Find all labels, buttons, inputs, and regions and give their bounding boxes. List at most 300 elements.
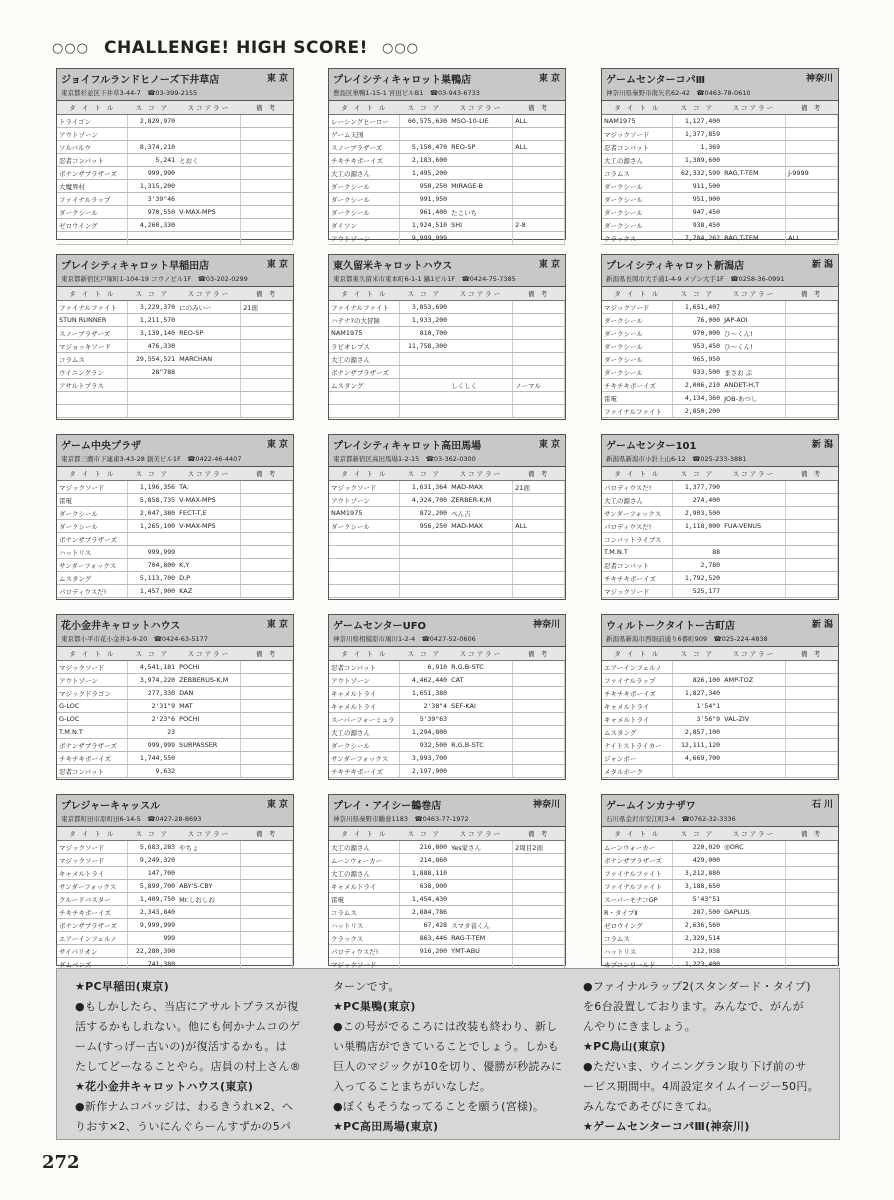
table-cell (177, 219, 241, 232)
table-row (602, 700, 838, 713)
table-cell (400, 353, 449, 366)
news-heading: ★花小金井キャロットハウス(東京) (75, 1080, 254, 1093)
table-cell (722, 765, 786, 778)
table-row (329, 167, 565, 180)
column-header: 備 考 (241, 101, 293, 115)
table-header-row (602, 101, 838, 115)
table-cell (177, 546, 241, 559)
table-cell (513, 661, 565, 674)
table-cell: ハットリス (602, 945, 673, 958)
table-cell (722, 193, 786, 206)
table-cell (513, 154, 565, 167)
column-header: 備 考 (786, 827, 838, 841)
table-row (602, 893, 838, 906)
table-cell: チキチキボーイズ (602, 572, 673, 585)
table-row (602, 687, 838, 700)
table-row (602, 585, 838, 598)
table-cell: 1,211,570 (128, 314, 177, 327)
table-cell (400, 379, 449, 392)
table-cell (449, 867, 513, 880)
table-cell: 2,884,786 (400, 906, 449, 919)
table-cell: 2,183,600 (400, 154, 449, 167)
table-row (602, 854, 838, 867)
table-row (57, 919, 293, 932)
table-cell (513, 206, 565, 219)
table-cell (241, 880, 293, 893)
table-cell (786, 726, 838, 739)
table-cell: ソルバルウ (57, 141, 128, 154)
table-cell (722, 128, 786, 141)
table-row (57, 752, 293, 765)
table-row (329, 739, 565, 752)
column-header: スコアラー (177, 287, 241, 301)
table-cell: 2,829,970 (128, 115, 177, 128)
table-cell (449, 353, 513, 366)
table-cell: キャメルトライ (329, 700, 400, 713)
table-cell: ダークシール (329, 206, 400, 219)
table-cell (449, 392, 513, 405)
news-line: たしてどーなることやら。店員の村上さん® (75, 1060, 301, 1073)
table-cell: ハテナ?の大冒険 (329, 314, 400, 327)
table-cell (400, 572, 449, 585)
table-row (57, 546, 293, 559)
column-header: タ イ ト ル (329, 647, 400, 661)
table-cell: 1,196,356 (128, 481, 177, 494)
table-cell: 5,150,470 (400, 141, 449, 154)
prefecture-label: 新 潟 (811, 440, 833, 450)
table-cell: MSO-10-LIE (449, 115, 513, 128)
table-cell: ファイナルファイト (602, 867, 673, 880)
table-cell: 1'54"1 (673, 700, 722, 713)
table-cell: 953,450 (673, 340, 722, 353)
column-header: 備 考 (241, 827, 293, 841)
table-cell: 1,792,520 (673, 572, 722, 585)
table-row (602, 674, 838, 687)
table-cell: ハットリス (57, 546, 128, 559)
table-cell (786, 314, 838, 327)
table-cell (513, 893, 565, 906)
arcade-name: プレイシティキャロット早稲田店 (61, 261, 210, 272)
arcade-name: ゲームセンターコパⅢ (606, 75, 706, 86)
table-cell: たこいち (449, 206, 513, 219)
table-cell: クラックス (329, 932, 400, 945)
table-cell: 863,446 (400, 932, 449, 945)
score-table (602, 827, 838, 971)
table-cell: VAL-ZIV (722, 713, 786, 726)
news-heading: ★PC巣鴨(東京) (333, 1000, 416, 1013)
table-cell (400, 405, 449, 418)
table-cell (786, 546, 838, 559)
column-header: スコアラー (722, 287, 786, 301)
table-cell (786, 752, 838, 765)
table-cell: 1,377,859 (673, 128, 722, 141)
table-row (329, 193, 565, 206)
table-cell (241, 867, 293, 880)
table-cell (786, 353, 838, 366)
table-cell: ダークシール (602, 353, 673, 366)
table-cell: MARCHAN (177, 353, 241, 366)
table-cell: チキチキボーイズ (602, 687, 673, 700)
table-cell: 1,377,790 (673, 481, 722, 494)
table-cell: 214,860 (400, 854, 449, 867)
score-panel (328, 614, 566, 780)
table-cell (786, 366, 838, 379)
table-row (602, 841, 838, 854)
table-cell: やちょ (177, 841, 241, 854)
news-line: んやりにきましょう。 (583, 1020, 696, 1033)
table-row (329, 366, 565, 379)
table-row (329, 340, 565, 353)
table-cell (128, 128, 177, 141)
table-cell (241, 141, 293, 154)
table-row (602, 507, 838, 520)
table-cell (241, 507, 293, 520)
news-column-3 (583, 977, 833, 1137)
table-cell: 3,993,700 (400, 752, 449, 765)
table-row (57, 301, 293, 314)
table-row (57, 494, 293, 507)
column-header: タ イ ト ル (602, 647, 673, 661)
table-cell: ファイナルファイト (329, 301, 400, 314)
table-cell: ナイトストライカー (602, 739, 673, 752)
news-line: を6台設置しております。みんなで、がんが (583, 1000, 804, 1013)
table-cell: 2,850,200 (673, 405, 722, 418)
table-cell (449, 366, 513, 379)
arcade-address: 東京都東久留米市東本町6-1-1 鍋1ビル1F ☎0424-75-7385 (333, 275, 516, 283)
table-row (602, 494, 838, 507)
table-cell: 4,260,330 (128, 219, 177, 232)
table-row (329, 353, 565, 366)
table-cell (513, 687, 565, 700)
table-cell: ダムベンズ (57, 958, 128, 971)
table-cell: 916,200 (400, 945, 449, 958)
table-cell: 1,127,400 (673, 115, 722, 128)
table-cell: Mr.しおしお (177, 893, 241, 906)
table-cell: 212,938 (673, 945, 722, 958)
table-cell: ファイナルラップ (57, 193, 128, 206)
table-row (329, 533, 565, 546)
table-cell: パロディウスだ! (57, 585, 128, 598)
table-cell: マジックソード (57, 841, 128, 854)
column-header: 備 考 (241, 287, 293, 301)
table-header-row (57, 467, 293, 481)
table-row (329, 893, 565, 906)
table-cell (241, 405, 293, 418)
column-header: 備 考 (786, 647, 838, 661)
table-cell: クラックス (602, 232, 673, 245)
table-row (57, 854, 293, 867)
table-cell: SEF-KAI (449, 700, 513, 713)
table-cell (722, 880, 786, 893)
table-cell: ダイソン (329, 219, 400, 232)
table-cell: 雷電 (602, 392, 673, 405)
column-header: ス コ ア (128, 101, 177, 115)
table-cell: FECT-T,E (177, 507, 241, 520)
table-cell: アウトゾーン (329, 674, 400, 687)
table-cell: 999,990 (128, 167, 177, 180)
table-cell (786, 193, 838, 206)
table-row (602, 405, 838, 418)
table-cell: ボナンザブラザーズ (57, 533, 128, 546)
table-cell (241, 726, 293, 739)
table-cell (673, 765, 722, 778)
table-row (329, 115, 565, 128)
table-cell (241, 481, 293, 494)
table-cell: スーパーフォーミュラ (329, 713, 400, 726)
table-row (602, 726, 838, 739)
table-cell: サンダーフォックス (329, 752, 400, 765)
table-cell: STUN RUNNER (57, 314, 128, 327)
news-heading: ★PC高田馬場(東京) (333, 1120, 439, 1133)
table-cell: 大工の源さん (329, 353, 400, 366)
score-panel (328, 254, 566, 420)
table-cell: SHI (449, 219, 513, 232)
column-header: タ イ ト ル (329, 101, 400, 115)
table-row (329, 559, 565, 572)
table-cell: ムスタング (602, 726, 673, 739)
table-cell (786, 765, 838, 778)
table-cell: 12,111,120 (673, 739, 722, 752)
table-cell: マジックソード (57, 481, 128, 494)
table-cell: マジックソード (602, 128, 673, 141)
column-header: ス コ ア (673, 467, 722, 481)
table-cell: 872,200 (400, 507, 449, 520)
table-cell: チキチキボーイズ (329, 154, 400, 167)
column-header: 備 考 (513, 647, 565, 661)
table-cell (449, 687, 513, 700)
arcade-address: 東京都三鷹市下連雀3-43-28 創美ビル1F ☎0422-46-4407 (61, 455, 242, 463)
table-row (57, 115, 293, 128)
column-header: ス コ ア (673, 647, 722, 661)
table-cell (722, 141, 786, 154)
table-cell (786, 379, 838, 392)
column-header: タ イ ト ル (57, 467, 128, 481)
table-row (602, 945, 838, 958)
table-cell (449, 854, 513, 867)
table-cell (722, 726, 786, 739)
table-cell: 5,858,735 (128, 494, 177, 507)
table-cell (400, 585, 449, 598)
table-cell: 2,636,560 (673, 919, 722, 932)
table-cell (241, 115, 293, 128)
table-cell: ダークシール (602, 180, 673, 193)
table-cell: MAD-MAX (449, 481, 513, 494)
table-cell: G-LOC (57, 713, 128, 726)
table-cell: 5,113,700 (128, 572, 177, 585)
news-line: みんなであそびにきてね。 (583, 1100, 719, 1113)
table-cell: アサルトプラス (57, 379, 128, 392)
prefecture-label: 東 京 (266, 260, 288, 270)
table-cell (513, 314, 565, 327)
table-row (57, 340, 293, 353)
page-title: CHALLENGE! HIGH SCORE! (104, 38, 368, 58)
table-cell (241, 533, 293, 546)
table-cell: 956,250 (400, 520, 449, 533)
prefecture-label: 東 京 (266, 74, 288, 84)
table-cell: TA. (177, 481, 241, 494)
table-cell (786, 674, 838, 687)
table-cell (241, 232, 293, 245)
table-cell (722, 572, 786, 585)
news-heading: ★PC鳥山(東京) (583, 1040, 666, 1053)
table-row (329, 585, 565, 598)
table-cell: ◎ORC (722, 841, 786, 854)
table-cell (241, 353, 293, 366)
score-table (602, 647, 838, 778)
table-cell: ダークシール (329, 739, 400, 752)
column-header: ス コ ア (400, 827, 449, 841)
table-cell (722, 353, 786, 366)
table-cell (513, 533, 565, 546)
table-cell (449, 193, 513, 206)
table-cell: コラムス (57, 353, 128, 366)
table-cell (722, 559, 786, 572)
table-cell: R,G,B-STC (449, 661, 513, 674)
table-cell: キャメルトライ (329, 880, 400, 893)
table-header-row (602, 647, 838, 661)
table-row (329, 180, 565, 193)
table-cell: キャメルトライ (602, 700, 673, 713)
table-cell: マジョッキソード (57, 340, 128, 353)
column-header: タ イ ト ル (602, 287, 673, 301)
table-cell (329, 533, 400, 546)
table-row (57, 945, 293, 958)
table-cell: REO-SP (177, 327, 241, 340)
table-cell (513, 301, 565, 314)
arcade-name: プレジャーキャッスル (61, 801, 161, 812)
table-row (329, 661, 565, 674)
table-cell: 1,223,400 (673, 958, 722, 971)
news-box (56, 968, 840, 1140)
arcade-address: 東京都小平市花小金井1-9-20 ☎0424-63-5177 (61, 635, 208, 643)
table-cell: ダークシール (329, 520, 400, 533)
score-panel (601, 794, 839, 969)
table-cell (128, 232, 177, 245)
table-cell: V-MAX-MPS (177, 206, 241, 219)
table-cell (177, 340, 241, 353)
column-header: 備 考 (513, 287, 565, 301)
table-row (329, 932, 565, 945)
table-row (57, 880, 293, 893)
table-row (57, 327, 293, 340)
table-cell (786, 700, 838, 713)
table-cell: 947,450 (673, 206, 722, 219)
table-cell: 2,006,210 (673, 379, 722, 392)
table-cell (449, 167, 513, 180)
table-cell: チキチキボーイズ (57, 906, 128, 919)
table-cell: NAM1975 (602, 115, 673, 128)
table-cell (786, 867, 838, 880)
table-header-row (602, 827, 838, 841)
column-header: タ イ ト ル (602, 827, 673, 841)
column-header: タ イ ト ル (57, 287, 128, 301)
table-cell (241, 219, 293, 232)
table-row (329, 128, 565, 141)
table-cell: 2,857,100 (673, 726, 722, 739)
arcade-name: プレイ・アイシー鶴巻店 (333, 801, 442, 812)
table-cell: 2'31"9 (128, 700, 177, 713)
table-cell: JAP-AOI (722, 314, 786, 327)
table-cell (786, 115, 838, 128)
table-cell (177, 115, 241, 128)
table-cell: 287,500 (673, 906, 722, 919)
column-header: ス コ ア (400, 287, 449, 301)
table-row (57, 867, 293, 880)
table-cell (786, 327, 838, 340)
table-cell: 23 (128, 726, 177, 739)
table-header-row (602, 467, 838, 481)
table-row (57, 932, 293, 945)
table-row (602, 232, 838, 245)
table-cell (400, 559, 449, 572)
panel-header (329, 615, 565, 647)
table-cell (177, 232, 241, 245)
table-cell (177, 726, 241, 739)
panel-header (57, 69, 293, 101)
table-cell: マジックソード (602, 301, 673, 314)
table-cell (241, 193, 293, 206)
table-cell: ボナンザブラザーズ (602, 854, 673, 867)
table-cell (722, 752, 786, 765)
table-cell: しくしく (449, 379, 513, 392)
page-number: 272 (42, 1152, 80, 1173)
table-cell: 21面 (513, 481, 565, 494)
panel-header (602, 435, 838, 467)
table-cell: 932,500 (400, 739, 449, 752)
table-cell (722, 533, 786, 546)
table-cell: ダークシール (329, 193, 400, 206)
prefecture-label: 神奈川 (805, 74, 833, 84)
table-cell (400, 533, 449, 546)
column-header: ス コ ア (673, 101, 722, 115)
table-row (329, 141, 565, 154)
table-cell (241, 674, 293, 687)
table-cell (177, 366, 241, 379)
table-cell: アウトゾーン (329, 494, 400, 507)
table-row (329, 726, 565, 739)
prefecture-label: 新 潟 (811, 620, 833, 630)
arcade-name: プレイシティキャロット巣鴨店 (333, 75, 472, 86)
table-cell: ウイニングラン (57, 366, 128, 379)
table-row (329, 752, 565, 765)
table-cell: 1,389,600 (673, 154, 722, 167)
table-row (57, 739, 293, 752)
table-cell: 28"788 (128, 366, 177, 379)
table-cell: ムスタング (329, 379, 400, 392)
table-cell: 2'23"6 (128, 713, 177, 726)
table-cell (449, 880, 513, 893)
table-cell: ABY'S-CBY (177, 880, 241, 893)
arcade-name: ゲーム中央プラザ (61, 441, 141, 452)
table-cell (786, 507, 838, 520)
table-cell: 965,950 (673, 353, 722, 366)
table-cell (722, 405, 786, 418)
table-row (57, 314, 293, 327)
table-cell (449, 726, 513, 739)
table-cell: 1,118,000 (673, 520, 722, 533)
table-cell (722, 893, 786, 906)
table-cell: 3,139,140 (128, 327, 177, 340)
table-cell (177, 533, 241, 546)
arcade-name: 花小金井キャロットハウス (61, 621, 181, 632)
news-line: ●ただいま、ウイニングラン取り下げ前のサ (583, 1060, 807, 1073)
table-cell: 1,454,430 (400, 893, 449, 906)
prefecture-label: 東 京 (538, 74, 560, 84)
table-cell (329, 572, 400, 585)
table-cell: V-MAX-MPS (177, 520, 241, 533)
news-heading: ★ゲームセンターコパⅢ(神奈川) (583, 1120, 750, 1133)
table-row (57, 700, 293, 713)
